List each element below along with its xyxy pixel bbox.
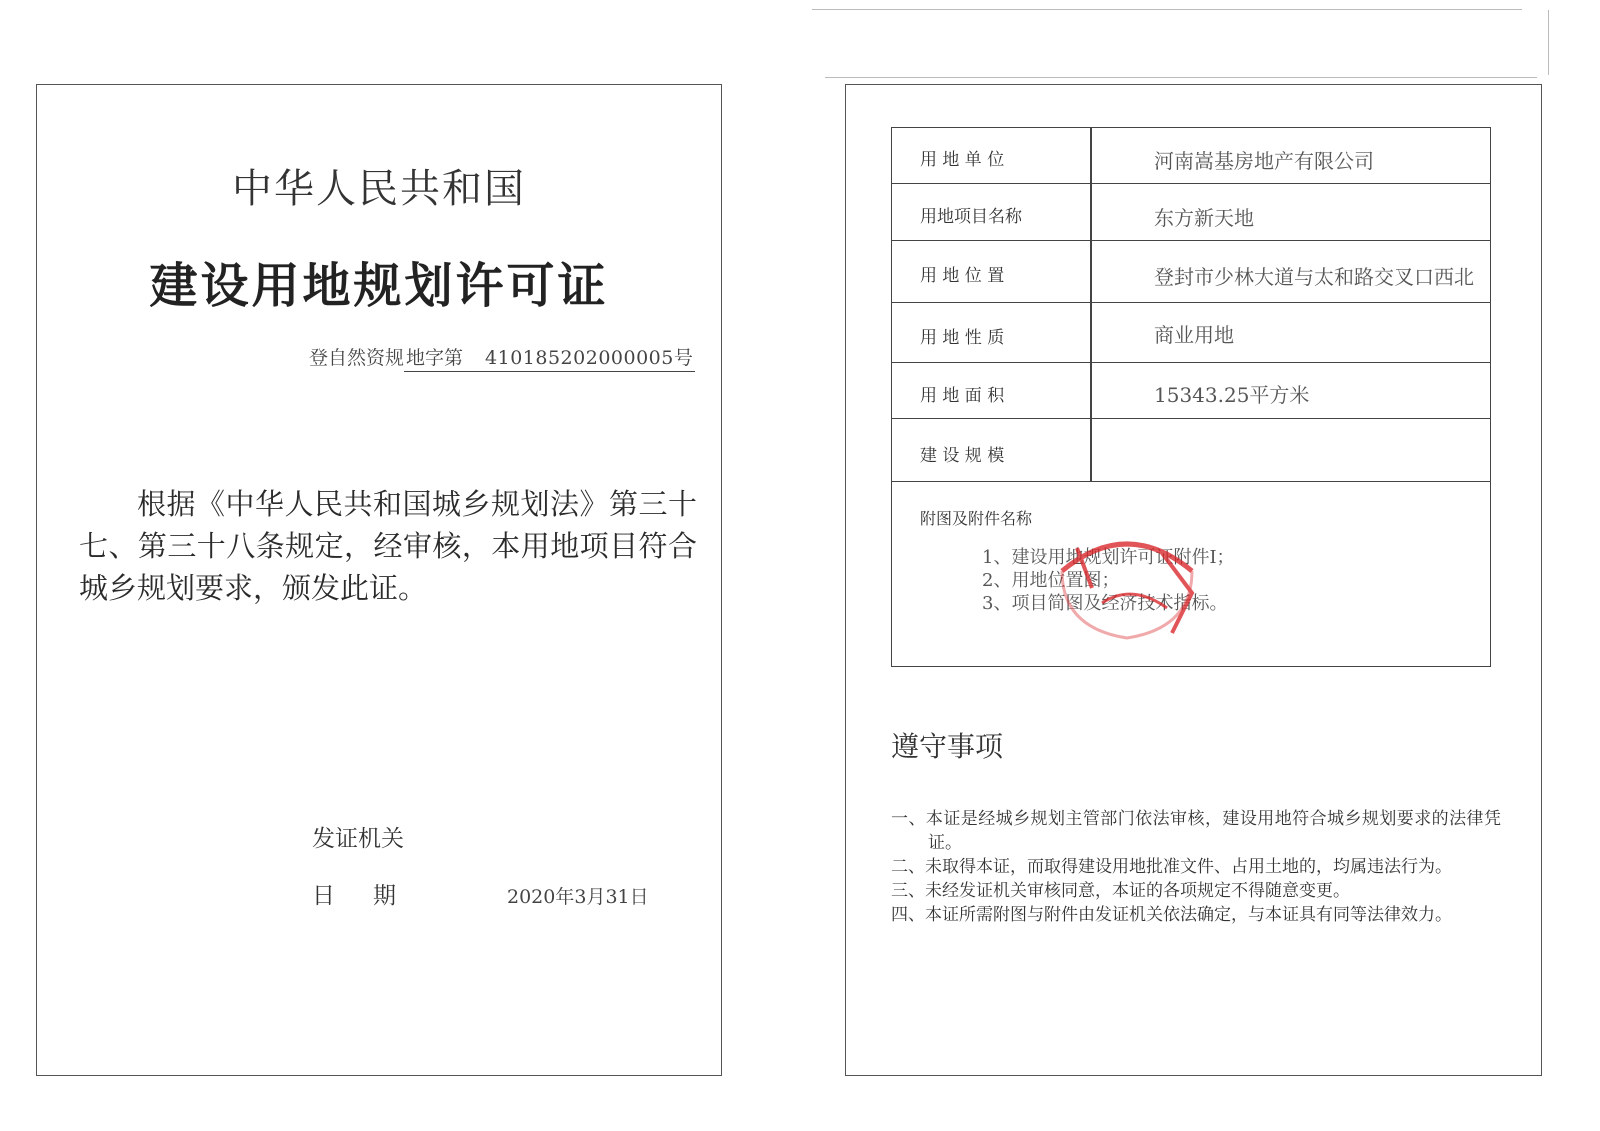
list-item: 三、未经发证机关审核同意，本证的各项规定不得随意变更。 [891, 881, 1350, 901]
table-row [892, 128, 1490, 184]
table-row [892, 303, 1490, 363]
scan-edge-line [812, 9, 1522, 10]
scan-edge-line [1548, 10, 1549, 75]
date-label: 日期 [312, 883, 434, 909]
seal-stroke [1102, 594, 1167, 608]
list-item: 2、用地位置图； [982, 570, 1120, 591]
row-label: 用 地 位 置 [920, 266, 1005, 286]
scan-edge-line [825, 77, 1537, 78]
table-row [892, 419, 1490, 482]
list-item: 一、本证是经城乡规划主管部门依法审核，建设用地符合城乡规划要求的法律凭证。 [891, 809, 1501, 853]
row-value: 15343.25平方米 [1154, 383, 1310, 407]
cert-number-underlined [404, 343, 695, 372]
list-item: 3、项目简图及经济技术指标。 [982, 593, 1228, 614]
list-item: 四、本证所需附图与附件由发证机关依法确定，与本证具有同等法律效力。 [891, 905, 1452, 925]
issuer-label: 发证机关 [312, 826, 404, 852]
certificate-title: 建设用地规划许可证 [149, 258, 609, 314]
notes-title: 遵守事项 [891, 730, 1004, 763]
row-value: 登封市少林大道与太和路交叉口西北 [1154, 265, 1474, 289]
table-row [892, 184, 1490, 241]
official-seal-stamp [1042, 523, 1212, 648]
date-value: 2020年3月31日 [507, 886, 649, 908]
cert-number-value: 410185202000005 [485, 347, 674, 369]
country-name: 中华人民共和国 [232, 166, 526, 212]
table-row [892, 241, 1490, 303]
cert-prefix: 登自然资规 [309, 347, 405, 369]
certificate-body-text: 根据《中华人民共和国城乡规划法》第三十七、第三十八条规定，经审核，本用地项目符合城乡规划要求，颁发此证。 [79, 487, 697, 605]
certificate-number [309, 343, 695, 372]
attachments-label: 附图及附件名称 [920, 509, 1033, 528]
land-info-table [891, 127, 1491, 667]
cert-middle: 地字第 [406, 347, 464, 369]
notes-list [891, 807, 1501, 927]
row-label: 用 地 单 位 [920, 150, 1005, 170]
row-value: 商业用地 [1154, 323, 1234, 347]
row-label: 用 地 面 积 [920, 386, 1005, 406]
list-item: 二、未取得本证，而取得建设用地批准文件、占用土地的，均属违法行为。 [891, 857, 1452, 877]
row-label: 用地项目名称 [920, 207, 1022, 227]
row-value: 河南嵩基房地产有限公司 [1154, 149, 1374, 173]
row-label: 用 地 性 质 [920, 328, 1005, 348]
row-value: 东方新天地 [1154, 206, 1254, 230]
certificate-detail-page [845, 84, 1542, 1076]
cert-suffix: 号 [673, 347, 693, 369]
table-row [892, 363, 1490, 419]
list-item: 1、建设用地规划许可证附件I； [982, 547, 1235, 568]
certificate-cover-page [36, 84, 722, 1076]
row-label: 建 设 规 模 [920, 446, 1005, 466]
